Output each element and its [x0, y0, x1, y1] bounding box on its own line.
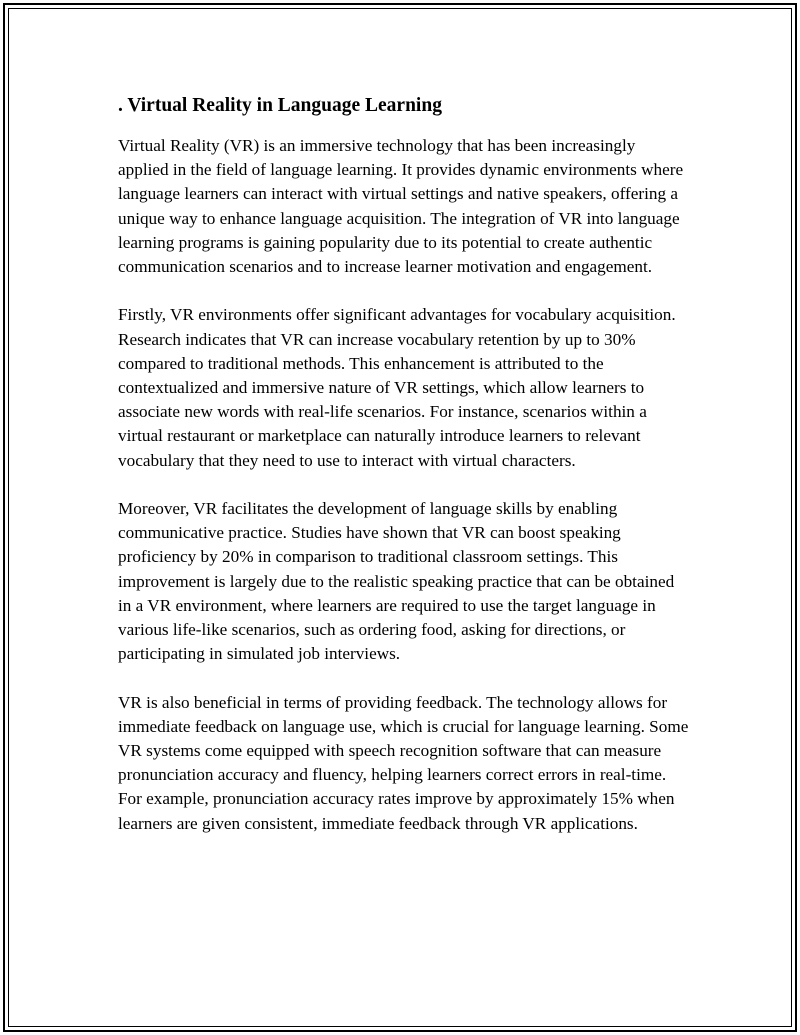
paragraph-vocabulary: Firstly, VR environments offer significant advantages for vocabulary acquisition. Research indicates that VR can increase vocabulary retention by up to 30% compared to traditional methods. This enhancement is attributed to the contextualized and immersive nature of VR settings, which allow learners to associate new words with real-life scenarios. For instance, scenarios within a virtual restaurant or marketplace can naturally introduce learners to relevant vocabulary that they need to use to interact with virtual characters. [118, 305, 676, 470]
section-heading: . Virtual Reality in Language Learning [118, 95, 442, 116]
paragraph-feedback: VR is also beneficial in terms of providing feedback. The technology allows for immediate feedback on language use, which is crucial for language learning. Some VR systems come equipped with speech recognition software that can measure pronunciation accuracy and fluency, helping learners correct errors in real-time. For example, pronunciation accuracy rates improve by approximately 15% when learners are given consistent, immediate feedback through VR applications. [118, 692, 689, 833]
paragraph-speaking: Moreover, VR facilitates the development of language skills by enabling communicative practice. Studies have shown that VR can boost speaking proficiency by 20% in comparison to traditional classroom settings. This improvement is largely due to the realistic speaking practice that can be obtained in a VR environment, where learners are required to use the target language in various life-like scenarios, such as ordering food, asking for directions, or participating in simulated job interviews. [118, 499, 675, 664]
paragraph-introduction: Virtual Reality (VR) is an immersive technology that has been increasingly applied in the field of language learning. It provides dynamic environments where language learners can interact with virtual settings and native speakers, offering a unique way to enhance language acquisition. The integration of VR into language learning programs is gaining popularity due to its potential to create authentic communication scenarios and to increase learner motivation and engagement. [118, 136, 684, 277]
document-body [118, 92, 690, 860]
